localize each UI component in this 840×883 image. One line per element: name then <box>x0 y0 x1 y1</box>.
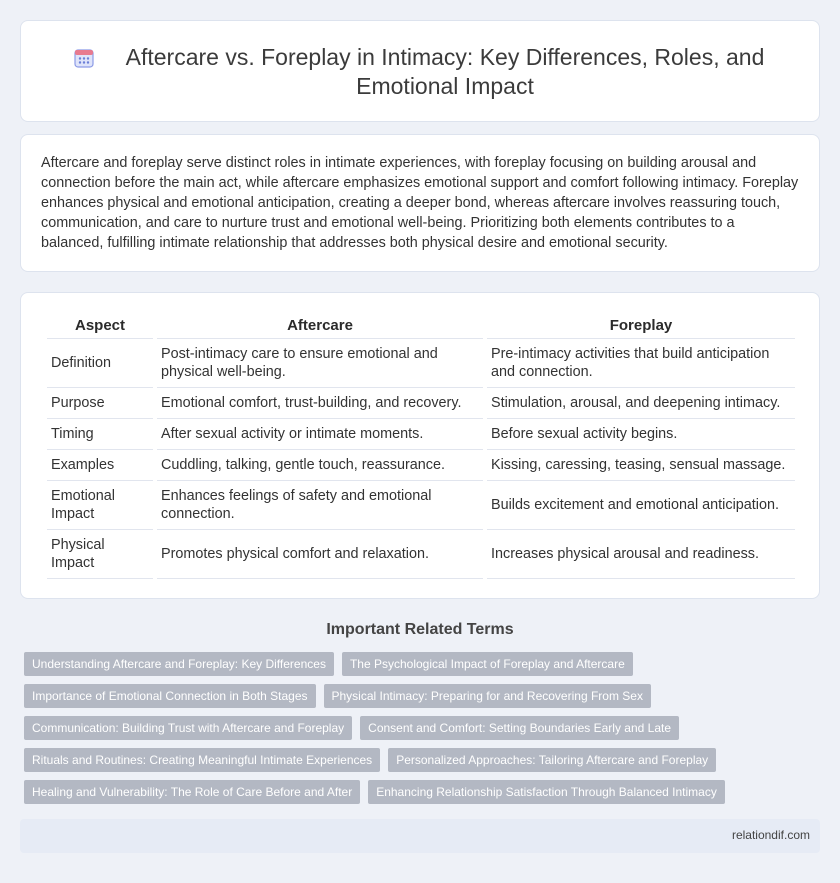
related-term-tag[interactable]: Physical Intimacy: Preparing for and Recovering From Sex <box>324 684 651 708</box>
related-term-tag[interactable]: Communication: Building Trust with Aftercare and Foreplay <box>24 716 352 740</box>
tag-row <box>24 748 824 772</box>
table-row <box>47 339 795 388</box>
cell-aspect: Purpose <box>47 388 153 419</box>
tag-row <box>24 780 824 804</box>
related-terms-title: Important Related Terms <box>326 621 514 638</box>
cell-aspect: Emotional Impact <box>47 481 153 530</box>
intro-paragraph: Aftercare and foreplay serve distinct roles in intimate experiences, with foreplay focusing on building arousal and connection before the main act, while aftercare emphasizes emotional support and comfort following intimacy. Foreplay enhances physical and emotional anticipation, creating a deeper bond, whereas aftercare involves reassuring touch, communication, and care to nurture trust and emotional well-being. Prioritizing both elements contributes to a balanced, fulfilling intimate relationship that addresses both physical desire and emotional security. <box>41 155 799 251</box>
title-card <box>20 20 820 122</box>
page-title: Aftercare vs. Foreplay in Intimacy: Key Differences, Roles, and Emotional Impact <box>125 44 765 99</box>
table-row <box>47 450 795 481</box>
cell-foreplay: Kissing, caressing, teasing, sensual massage. <box>487 450 795 481</box>
related-term-tag[interactable]: Rituals and Routines: Creating Meaningful Intimate Experiences <box>24 748 380 772</box>
tag-row <box>24 684 824 708</box>
table-row <box>47 419 795 450</box>
related-term-tag[interactable]: Consent and Comfort: Setting Boundaries Early and Late <box>360 716 679 740</box>
cell-aspect: Physical Impact <box>47 530 153 579</box>
comparison-table-card <box>20 292 820 599</box>
intro-card <box>20 134 820 272</box>
header-aspect: Aspect <box>47 315 153 339</box>
footer <box>20 819 820 853</box>
cell-foreplay: Builds excitement and emotional anticipation. <box>487 481 795 530</box>
table-header-row <box>47 315 795 339</box>
cell-aftercare: Enhances feelings of safety and emotional connection. <box>157 481 483 530</box>
header-aftercare: Aftercare <box>157 315 483 339</box>
tag-row <box>24 652 824 676</box>
table-row <box>47 481 795 530</box>
related-term-tag[interactable]: Importance of Emotional Connection in Both Stages <box>24 684 316 708</box>
cell-foreplay: Stimulation, arousal, and deepening intimacy. <box>487 388 795 419</box>
related-term-tag[interactable]: Healing and Vulnerability: The Role of Care Before and After <box>24 780 360 804</box>
tag-row <box>24 716 824 740</box>
cell-aspect: Examples <box>47 450 153 481</box>
cell-foreplay: Before sexual activity begins. <box>487 419 795 450</box>
related-term-tag[interactable]: The Psychological Impact of Foreplay and Aftercare <box>342 652 633 676</box>
site-name[interactable]: relationdif.com <box>731 828 810 842</box>
related-term-tag[interactable]: Enhancing Relationship Satisfaction Through Balanced Intimacy <box>368 780 725 804</box>
cell-aftercare: Cuddling, talking, gentle touch, reassurance. <box>157 450 483 481</box>
comparison-table <box>43 315 799 579</box>
cell-aspect: Timing <box>47 419 153 450</box>
cell-foreplay: Pre-intimacy activities that build anticipation and connection. <box>487 339 795 388</box>
cell-aftercare: Promotes physical comfort and relaxation. <box>157 530 483 579</box>
header-foreplay: Foreplay <box>487 315 795 339</box>
cell-aftercare: After sexual activity or intimate moments. <box>157 419 483 450</box>
cell-aftercare: Emotional comfort, trust-building, and recovery. <box>157 388 483 419</box>
cell-aspect: Definition <box>47 339 153 388</box>
related-terms-list <box>24 652 824 812</box>
cell-foreplay: Increases physical arousal and readiness. <box>487 530 795 579</box>
table-row <box>47 388 795 419</box>
table-row <box>47 530 795 579</box>
related-term-tag[interactable]: Understanding Aftercare and Foreplay: Key Differences <box>24 652 334 676</box>
cell-aftercare: Post-intimacy care to ensure emotional and physical well-being. <box>157 339 483 388</box>
related-term-tag[interactable]: Personalized Approaches: Tailoring Aftercare and Foreplay <box>388 748 716 772</box>
